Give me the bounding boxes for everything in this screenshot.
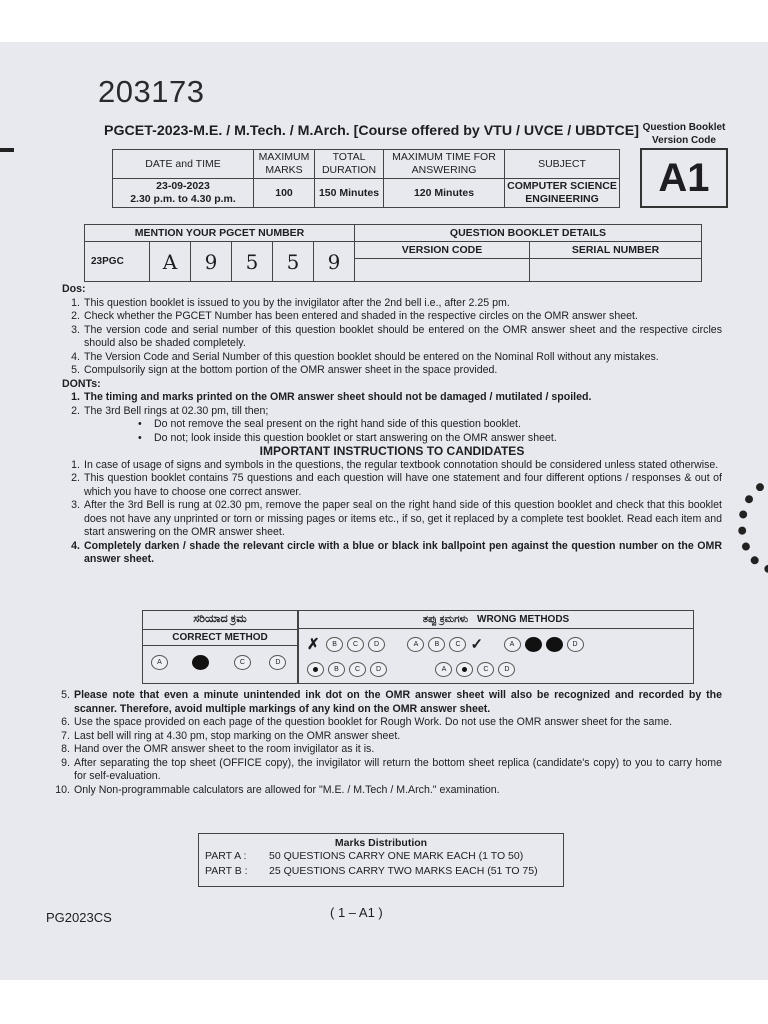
instruction-item: 6. Use the space provided on each page of the question booklet for Rough Work. Do not use the OMR answer sheet for the same.: [61, 716, 673, 728]
bubble-d: D: [269, 655, 286, 670]
dos-item: 5. Compulsorily sign at the bottom portion of the OMR answer sheet in the space provided.: [71, 364, 498, 376]
pgcet-digit-3: 5: [232, 242, 273, 282]
bubble-d: D: [370, 662, 387, 677]
donts-bullet: • Do not; look inside this question booklet or start answering on the OMR answer sheet.: [62, 432, 722, 446]
exam-date: 23-09-2023: [156, 180, 210, 192]
version-code-label: [636, 121, 732, 147]
bubble-c: C: [449, 637, 466, 652]
pgcet-digit-2: 9: [191, 242, 232, 282]
bubble-filled: [525, 637, 542, 652]
instruction-item: 8. Hand over the OMR answer sheet to the room invigilator as it is.: [61, 743, 375, 755]
cell-date-time: [113, 179, 254, 208]
pgcet-prefix: 23PGC: [85, 242, 150, 282]
bubble-b: B: [328, 662, 345, 677]
exam-title: PGCET-2023-M.E. / M.Tech. / M.Arch. [Course offered by VTU / UVCE / UBDTCE]: [104, 123, 639, 139]
header-date-time: DATE and TIME: [113, 150, 254, 179]
donts-bullet: • Do not remove the seal present on the right hand side of this question booklet.: [62, 418, 722, 432]
instruction-item: 4. Completely darken / shade the relevant circle with a blue or black ink ballpoint pen against the question number on the OMR answer sheet.: [71, 539, 722, 565]
version-code-header: VERSION CODE: [355, 242, 530, 259]
page-number: ( 1 – A1 ): [330, 905, 383, 920]
bubble-b: B: [326, 637, 343, 652]
bubble-a: A: [151, 655, 168, 670]
bubble-d: D: [368, 637, 385, 652]
dos-item: 2. Check whether the PGCET Number has been entered and shaded in the respective circles on the OMR answer sheet.: [71, 310, 638, 322]
tick-mark-icon: ✓: [470, 636, 484, 653]
bubble-b-filled: [192, 655, 209, 670]
bubble-c: C: [349, 662, 366, 677]
wrong-methods-row-1: [307, 635, 693, 653]
pgcet-digit-5: 9: [314, 242, 355, 282]
donts-title: DONTs:: [62, 377, 101, 390]
bubble-filled: [546, 637, 563, 652]
donts-item: 1. The timing and marks printed on the OMR answer sheet should not be damaged / mutilated / spoiled.: [71, 391, 592, 403]
marks-title: Marks Distribution: [334, 837, 428, 849]
serial-number-header: SERIAL NUMBER: [530, 242, 702, 259]
dos-item: 4. The Version Code and Serial Number of this question booklet should be entered on the Nominal Roll without any mistakes.: [71, 350, 659, 363]
bubble-dotted: [456, 662, 473, 677]
bubble-c: C: [234, 655, 251, 670]
wrong-methods-box: [298, 610, 694, 684]
instruction-item: 3. After the 3rd Bell is rung at 02.30 pm, remove the paper seal on the right hand side of this question booklet and check that this booklet does not have any unprinted or torn or missing pages or items etc., if so, get it replaced by a complete test booklet. Read each item and start answering on the OMR answer sheet.: [71, 499, 722, 538]
instructions-continued: [44, 689, 722, 797]
cell-subject: COMPUTER SCIENCE ENGINEERING: [505, 179, 620, 208]
cross-mark-icon: ✗: [307, 636, 320, 653]
bubble-d: D: [498, 662, 515, 677]
dos-item: 3. The version code and serial number of this question booklet should be entered on the OMR answer sheet and the respective circles should also be shaded completely.: [71, 323, 722, 349]
bubble-c: C: [347, 637, 364, 652]
wrong-methods-label: WRONG METHODS: [477, 614, 570, 625]
instruction-item: 9. After separating the top sheet (OFFICE copy), the invigilator will return the bottom sheet replica (candidate's copy) to you to carry home for self-evaluation.: [61, 756, 722, 782]
instruction-item: 1. In case of usage of signs and symbols in the questions, the regular textbook connotation should be considered unless stated otherwise.: [71, 458, 719, 471]
exam-details-table: [112, 149, 620, 208]
instructions-title: IMPORTANT INSTRUCTIONS TO CANDIDATES: [259, 444, 525, 458]
cell-max-marks: 100: [254, 179, 315, 208]
booklet-code: PG2023CS: [46, 910, 112, 925]
candidate-details-table: [84, 224, 702, 282]
booklet-serial-number: 203173: [98, 74, 205, 109]
bubble-d: D: [567, 637, 584, 652]
version-code-label-line1: Question Booklet: [642, 122, 726, 133]
dos-item: 1. This question booklet is issued to you by the invigilator after the 2nd bell i.e., after 2.25 pm.: [71, 296, 510, 309]
marks-part-a: PART A : 50 QUESTIONS CARRY ONE MARK EACH (1 TO 50): [205, 850, 524, 862]
header-total-duration: TOTAL DURATION: [315, 150, 384, 179]
binding-mark: [0, 148, 14, 152]
booklet-details-header: QUESTION BOOKLET DETAILS: [355, 225, 702, 242]
version-code-entry: [355, 259, 530, 282]
exam-time: 2.30 p.m. to 4.30 p.m.: [130, 193, 236, 205]
instruction-item: 7. Last bell will ring at 4.30 pm, stop marking on the OMR answer sheet.: [61, 729, 401, 742]
pgcet-digit-1: A: [150, 242, 191, 282]
dos-title: Dos:: [62, 283, 86, 295]
bubble-b: B: [428, 637, 445, 652]
correct-method-bubbles: [151, 654, 297, 672]
bubble-a: A: [407, 637, 424, 652]
header-max-time: MAXIMUM TIME FOR ANSWERING: [384, 150, 505, 179]
pgcet-digit-4: 5: [273, 242, 314, 282]
version-code-box: A1: [640, 148, 728, 208]
instruction-item: 10. Only Non-programmable calculators are allowed for "M.E. / M.Tech / M.Arch." examination.: [55, 783, 500, 796]
bubble-c: C: [477, 662, 494, 677]
correct-method-label: CORRECT METHOD: [143, 629, 297, 646]
marks-distribution-box: [198, 833, 564, 887]
wrong-methods-row-2: [307, 660, 693, 678]
bubble-a: A: [504, 637, 521, 652]
dos-section: [62, 283, 722, 567]
instruction-item: 5. Please note that even a minute unintended ink dot on the OMR answer sheet will also be recognized and recorded by the scanner. Therefore, avoid multiple markings of any kind on the OMR answer sheet.: [61, 689, 722, 715]
wrong-methods-header: [299, 614, 693, 629]
header-max-marks: MAXIMUM MARKS: [254, 150, 315, 179]
wrong-methods-kannada: ತಪ್ಪು ಕ್ರಮಗಳು: [422, 614, 469, 625]
bubble-dotted: [307, 662, 324, 677]
pgcet-number-header: MENTION YOUR PGCET NUMBER: [85, 225, 355, 242]
header-subject: SUBJECT: [505, 150, 620, 179]
serial-number-entry: [530, 259, 702, 282]
cell-answer-time: 120 Minutes: [384, 179, 505, 208]
bubble-a: A: [435, 662, 452, 677]
marks-part-b: PART B : 25 QUESTIONS CARRY TWO MARKS EACH (51 TO 75): [205, 865, 538, 877]
donts-item: 2. The 3rd Bell rings at 02.30 pm, till then;: [71, 404, 269, 417]
correct-method-box: [142, 610, 298, 684]
cell-duration: 150 Minutes: [315, 179, 384, 208]
instruction-item: 2. This question booklet contains 75 questions and each question will have one statement and four different options / responses & out of which you have to choose one correct answer.: [71, 472, 722, 498]
version-code-label-line2: Version Code: [652, 135, 716, 146]
correct-method-kannada: ಸರಿಯಾದ ಕ್ರಮ: [193, 613, 247, 625]
